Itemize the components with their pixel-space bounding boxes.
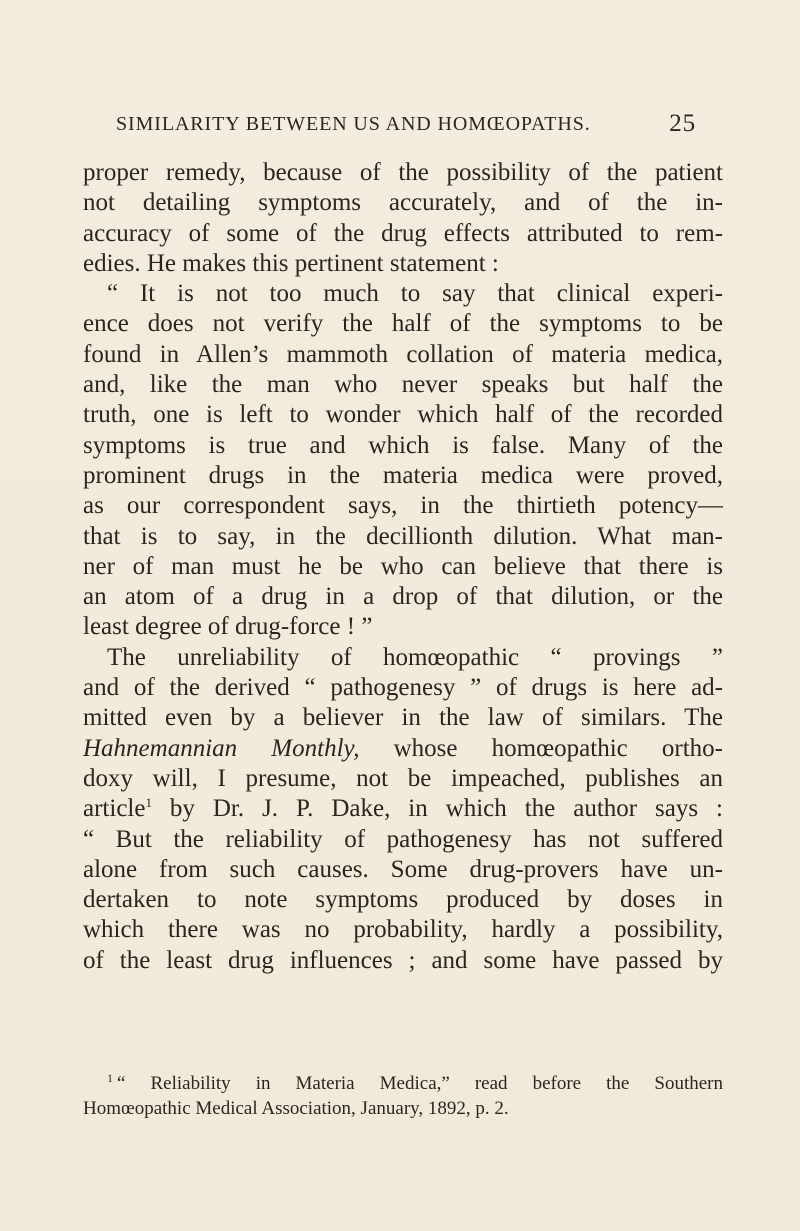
quote-line: that is to say, in the decillionth dilution. What man- (83, 522, 723, 550)
quote-line: truth, one is left to wonder which half of the recorded (83, 401, 723, 429)
text-line: mitted even by a believer in the law of similars. The (83, 704, 723, 732)
page-number: 25 (669, 110, 696, 137)
footnote-text: “ Reliability in Materia Medica,” read before the Southern (117, 1073, 723, 1094)
footnote-marker: 1 (107, 1071, 113, 1085)
footnote-line: Homœopathic Medical Association, January, 1892, p. 2. (83, 1098, 509, 1119)
text-line: edies. He makes this pertinent statement : (83, 249, 499, 277)
text-line: proper remedy, because of the possibility of the patient (83, 159, 723, 186)
running-head-title: SIMILARITY BETWEEN US AND HOMŒOPATHS. (116, 113, 591, 135)
footnote-line (83, 1071, 723, 1096)
footnote-reference: 1 (145, 795, 152, 811)
text-fragment: whose homœopathic ortho- (359, 734, 723, 762)
quote-line: dertaken to note symptoms produced by doses in (83, 886, 723, 914)
quote-line: least degree of drug-force ! ” (83, 613, 373, 641)
text-line: doxy will, I presume, not be impeached, publishes an (83, 764, 723, 792)
quote-line: an atom of a drug in a drop of that dilution, or the (83, 583, 723, 611)
quote-line: and, like the man who never speaks but half the (83, 371, 723, 399)
quote-line: symptoms is true and which is false. Many of the (83, 431, 723, 459)
running-head (116, 110, 696, 147)
text-line: The unreliability of homœopathic “ provings ” (107, 643, 723, 671)
quote-line: of the least drug influences ; and some have passed by (83, 946, 723, 974)
body-text (83, 158, 723, 976)
quote-line: “ It is not too much to say that clinical experi- (107, 280, 723, 308)
quote-line: as our correspondent says, in the thirtieth potency— (83, 492, 723, 520)
quote-line: alone from such causes. Some drug-provers have un- (83, 855, 723, 883)
text-fragment: by Dr. J. P. Dake, in which the author says : (151, 795, 723, 823)
quote-line: ence does not verify the half of the symptoms to be (83, 310, 723, 338)
footnote (83, 1071, 723, 1121)
text-line-with-title (83, 734, 723, 764)
quote-line: ner of man must he be who can believe that there is (83, 552, 723, 580)
text-line: not detailing symptoms accurately, and of the in- (83, 189, 723, 217)
text-line-with-reference (83, 794, 723, 824)
quote-line: which there was no probability, hardly a possibility, (83, 916, 723, 944)
quote-line: found in Allen’s mammoth collation of materia medica, (83, 340, 723, 368)
quote-line: prominent drugs in the materia medica were proved, (83, 461, 723, 489)
journal-title: Hahnemannian Monthly, (83, 734, 360, 762)
quote-line: “ But the reliability of pathogenesy has not suffered (83, 825, 723, 853)
text-fragment: article (83, 795, 146, 823)
text-line: accuracy of some of the drug effects attributed to rem- (83, 219, 723, 247)
text-line: and of the derived “ pathogenesy ” of drugs is here ad- (83, 674, 723, 702)
